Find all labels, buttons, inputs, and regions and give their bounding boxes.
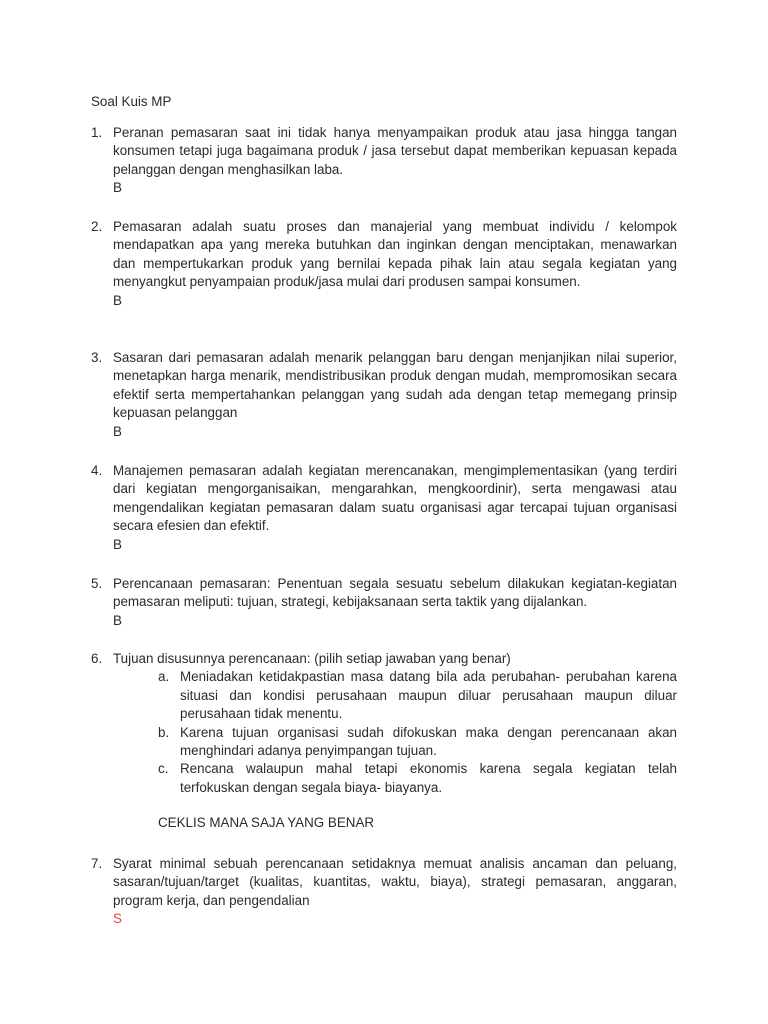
question-number: 1. [91,125,103,140]
question-text: Syarat minimal sebuah perencanaan setidaknya memuat analisis ancaman dan peluang, sasaran/tujuan/target (kualitas, kuantitas, waktu, biaya), strategi pemasaran, anggaran, program kerja, dan pengendalian [113,856,677,908]
question-text: Sasaran dari pemasaran adalah menarik pelanggan baru dengan menjanjikan nilai superior, menetapkan harga menarik, mendistribusikan produk dengan mudah, mempromosikan secara efektif serta mempertahankan pelanggan yang sudah ada dengan tetap memegang prinsip kepuasan pelanggan [113,350,677,421]
answer-label: B [113,536,122,552]
question-3 [91,349,677,441]
question-text: Tujuan disusunnya perencanaan: (pilih setiap jawaban yang benar) [113,651,511,666]
answer-label: B [113,180,122,196]
question-number: 6. [91,651,103,666]
option-letter: c. [158,761,169,777]
question-number: 3. [91,350,103,365]
question-number: 2. [91,219,103,234]
question-7 [91,855,677,929]
document-title: Soal Kuis MP [91,94,172,109]
question-text: Pemasaran adalah suatu proses dan manajerial yang membuat individu / kelompok mendapatkan apa yang mereka butuhkan dan inginkan dengan menciptakan, menawarkan dan mempertukarkan produk yang bernilai kepada pihak lain atau segala kegiatan yang menyangkut penyampaian produk/jasa mulai dari produsen sampai konsumen. [113,219,677,290]
option-a [158,668,677,723]
answer-label: S [113,911,122,927]
question-6 [91,650,677,833]
option-text: Karena tujuan organisasi sudah difokuskan maka dengan perencanaan akan menghindari adanya penyimpangan tujuan. [180,724,677,759]
answer-label: B [113,423,122,439]
answer-label: B [113,612,122,628]
answer-label: B [113,292,122,308]
instruction-note: CEKLIS MANA SAJA YANG BENAR [158,815,375,831]
question-number: 5. [91,576,103,591]
option-text: Meniadakan ketidakpastian masa datang bila ada perubahan- perubahan karena situasi dan kondisi perusahaan maupun diluar perusahaan maupun diluar perusahaan tidak menentu. [180,669,677,722]
question-2 [91,218,677,310]
option-c [158,760,677,797]
question-text: Peranan pemasaran saat ini tidak hanya menyampaikan produk atau jasa hingga tangan konsumen tetapi juga bagaimana produk / jasa tersebut dapat memberikan kepuasan kepada pelanggan dengan menghasilkan laba. [113,125,677,177]
question-5 [91,575,677,630]
option-letter: a. [158,669,170,685]
question-text: Perencanaan pemasaran: Penentuan segala sesuatu sebelum dilakukan kegiatan-kegiatan pemasaran meliputi: tujuan, strategi, kebijaksanaan serta taktik yang dijalankan. [113,576,677,610]
option-text: Rencana walaupun mahal tetapi ekonomis karena segala kegiatan telah terfokuskan dengan segala biaya- biayanya. [180,761,677,795]
question-number: 4. [91,463,103,478]
question-number: 7. [91,856,103,871]
question-4 [91,462,677,554]
option-letter: b. [158,724,170,740]
option-list [158,668,677,797]
option-b [158,724,677,761]
question-1 [91,124,677,198]
question-text: Manajemen pemasaran adalah kegiatan merencanakan, mengimplementasikan (yang terdiri dari kegiatan mengorganisaikan, mengarahkan, mengkoordinir), serta mengawasi atau mengendalikan kegiatan pemasaran dalam suatu organisasi agar tercapai tujuan organisasi secara efesien dan efektif. [113,463,677,534]
